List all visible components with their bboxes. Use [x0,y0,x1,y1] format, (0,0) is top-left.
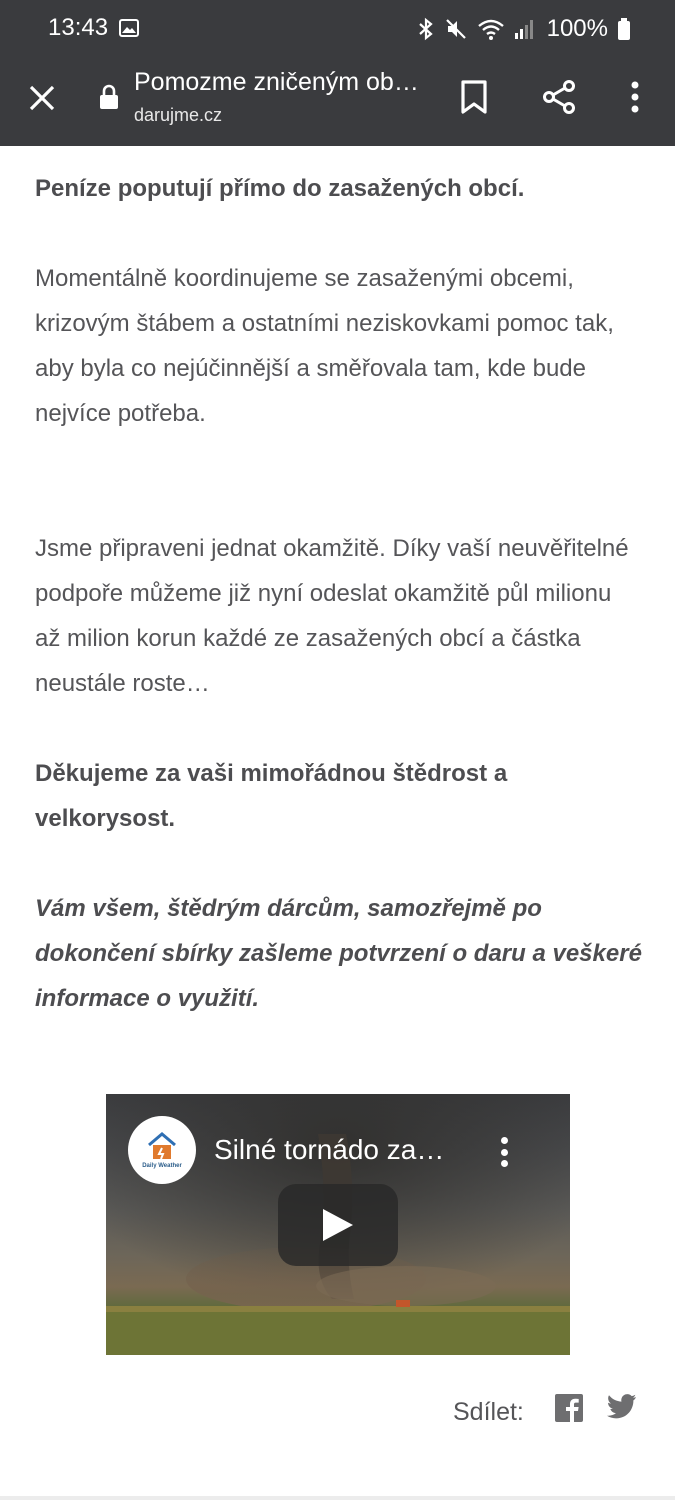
facebook-icon[interactable] [555,1394,583,1422]
more-vertical-icon [631,81,639,113]
article-paragraph-1: Peníze poputují přímo do zasažených obcí. [35,175,525,202]
article-paragraph-2: Momentálně koordinujeme se zasaženými obcemi, krizovým štábem a ostatními neziskovkami pomoc tak, aby byla co nejúčinnější a směřovala tam, kde bude nejvíce potřeba. [35,265,614,427]
article-paragraph-5: Vám všem, štědrým dárcům, samozřejmě po dokončení sbírky zašleme potvrzení o daru a veškeré informace o využití. [35,895,642,1012]
share-label: Sdílet: [453,1397,524,1426]
channel-avatar[interactable] [128,1116,196,1184]
browser-toolbar [0,56,675,146]
video-embed[interactable] [106,1094,570,1355]
share-button[interactable] [536,74,582,120]
bookmark-icon [460,79,488,115]
mute-icon [444,17,468,41]
battery-level: 100% [546,15,608,42]
article-paragraph-3: Jsme připraveni jednat okamžitě. Díky vaší neuvěřitelné podpoře můžeme již nyní odeslat okamžitě půl milionu až milion korun každé ze zasažených obcí a částka neustále roste… [35,535,629,697]
share-icon [541,79,577,115]
share-row [453,1392,524,1432]
page-title[interactable]: Pomozme zničeným ob… [134,68,419,96]
bottom-divider [0,1496,675,1500]
play-icon [321,1207,355,1243]
more-options-button[interactable] [620,74,650,120]
browser-chrome [0,0,675,146]
page-domain[interactable]: darujme.cz [134,105,223,125]
gallery-notification-icon [119,19,139,37]
status-icons [417,14,631,44]
play-button[interactable] [278,1184,398,1266]
lock-icon[interactable] [99,84,119,110]
article-paragraph-4: Děkujeme za vaši mimořádnou štědrost a velkorysost. [35,760,508,832]
twitter-icon[interactable] [607,1394,637,1420]
channel-name: Daily Weather [142,1163,182,1169]
dot [501,1160,508,1167]
bluetooth-icon [417,17,435,41]
status-bar [0,0,675,56]
dot [501,1149,508,1156]
video-more-options[interactable] [494,1134,514,1170]
dot [501,1137,508,1144]
clock: 13:43 [48,14,109,41]
wifi-icon [477,17,505,41]
close-tab-button[interactable] [20,76,64,120]
bookmark-button[interactable] [452,74,496,120]
close-icon [28,84,56,112]
video-title[interactable]: Silné tornádo za… [214,1134,445,1165]
house-logo-icon [145,1131,179,1161]
signal-icon [514,17,534,41]
battery-icon [617,17,631,41]
